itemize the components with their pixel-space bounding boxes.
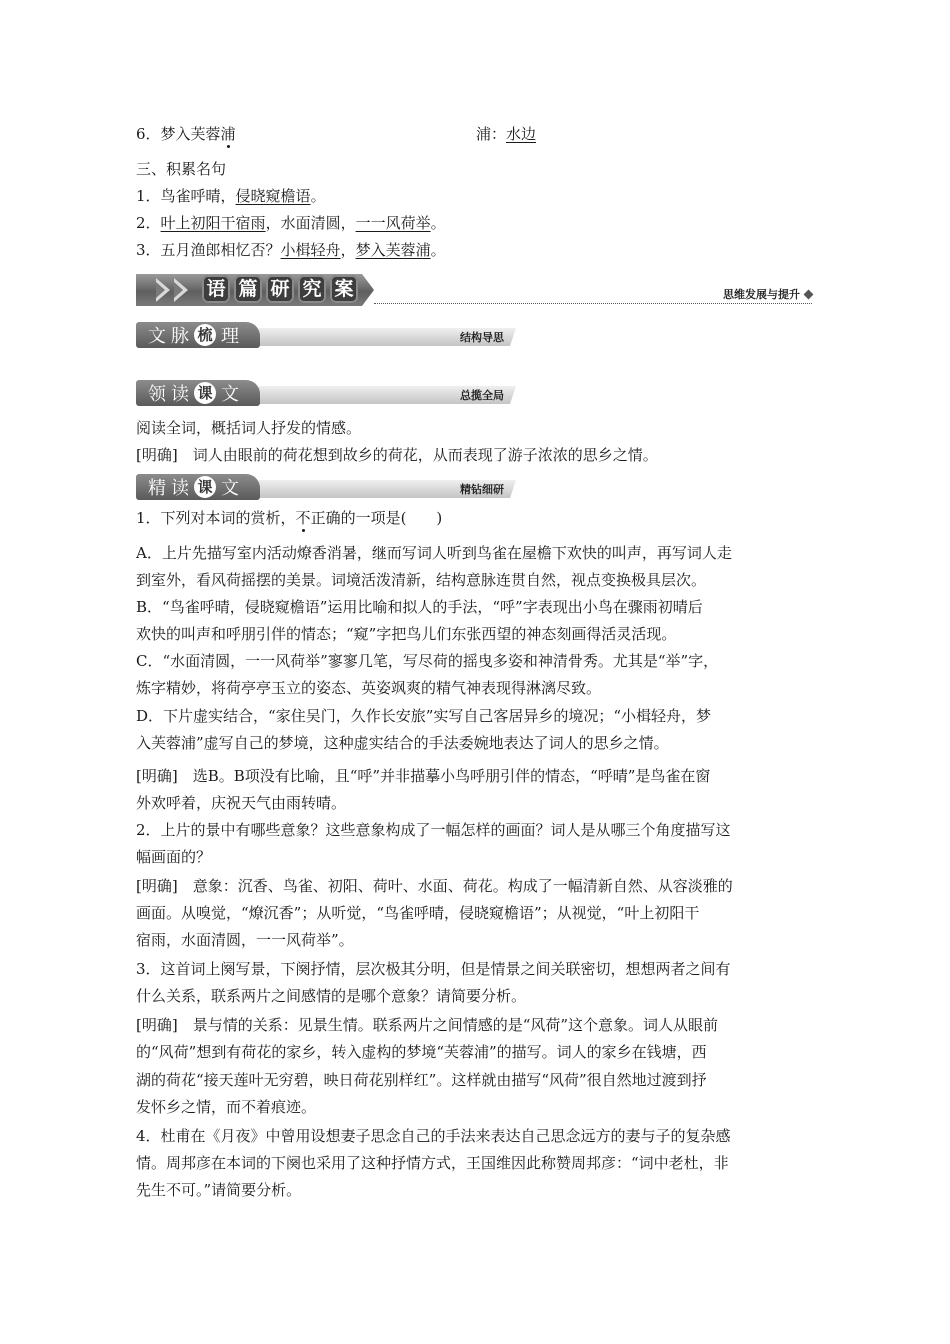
option-d-line: D．下片虚实结合，“家住吴门，久作长安旅”实写自己客居异乡的境况；“小楫轻舟，梦 (136, 707, 712, 725)
subsection-tag: 精钻细研 (460, 483, 504, 496)
quote-2: 2．叶上初阳干宿雨，水面清圆，一一风荷举。 (136, 214, 446, 232)
banner-subtitle: 思维发展与提升 (723, 288, 800, 301)
answer-2-line: 画面。从嗅觉，“燎沉香”；从听觉，“鸟雀呼晴，侵晓窥檐语”；从视觉，“叶上初阳干 (136, 904, 700, 922)
question-3-line: 3．这首词上阕写景，下阕抒情，层次极其分明，但是情景之间关联密切，想想两者之间有 (136, 960, 731, 978)
subsection-header-structure (136, 322, 516, 348)
subsection-tag: 结构导思 (460, 331, 504, 344)
lead-question: 阅读全词，概括词人抒发的情感。 (136, 419, 362, 437)
answer-3-line: 的“风荷”想到有荷花的家乡，转入虚构的梦境“芙蓉浦”的描写。词人的家乡在钱塘，西 (136, 1043, 707, 1061)
diamond-icon (804, 290, 814, 300)
question-3-line: 什么关系，联系两片之间感情的是哪个意象？请简要分析。 (136, 987, 527, 1005)
question-4-line: 情。周邦彦在本词的下阕也采用了这种抒情方式，王国维因此称赞周邦彦：“词中老杜，非 (136, 1154, 729, 1172)
option-c-line: C．“水面清圆，一一风荷举”寥寥几笔，写尽荷的摇曳多姿和神清骨秀。尤其是“举”字， (136, 652, 719, 670)
subsection-title: 精 读 课 文 (148, 478, 239, 499)
question-1: 1．下列对本词的赏析，不正确的一项是( ) (136, 509, 443, 527)
subsection-header-close (136, 474, 516, 500)
question-2-line: 幅画面的？ (136, 848, 212, 866)
quote-answer: 小楫轻舟 (280, 241, 341, 259)
chevron-right-icon (174, 278, 188, 302)
answer-2-line: [明确] 意象：沉香、鸟雀、初阳、荷叶、水面、荷花。构成了一幅清新自然、从容淡雅的 (136, 877, 733, 895)
banner-divider (374, 303, 812, 304)
subsection-title: 领 读 课 文 (148, 384, 239, 405)
quotes-heading: 三、积累名句 (136, 160, 227, 178)
circled-char: 课 (194, 382, 216, 404)
vocab-item-6: 6．梦入芙蓉浦 (136, 125, 236, 143)
answer-1-line: [明确] 选B。B项没有比喻，且“呼”并非描摹小鸟呼朋引伴的情态，“呼晴”是鸟雀在窗 (136, 767, 711, 785)
quote-answer: 一一风荷举 (355, 214, 431, 232)
chevron-right-icon (156, 278, 170, 302)
option-d-line: 入芙蓉浦”虚写自己的梦境，这种虚实结合的手法委婉地表达了词人的思乡之情。 (136, 734, 669, 752)
subsection-tag: 总揽全局 (460, 389, 504, 402)
vocab-item-6-gloss: 浦：水边 (476, 125, 537, 143)
answer-2-line: 宿雨，水面清圆，一一风荷举”。 (136, 931, 354, 949)
quote-answer: 叶上初阳干宿雨 (160, 214, 266, 232)
option-a-line: A．上片先描写室内活动燎香消暑，继而写词人听到鸟雀在屋檐下欢快的叫声，再写词人走 (136, 544, 732, 562)
lead-answer: [明确] 词人由眼前的荷花想到故乡的荷花，从而表现了游子浓浓的思乡之情。 (136, 446, 658, 464)
subsection-title: 文 脉 梳 理 (148, 326, 239, 347)
emphasis-dot-char: 不 (295, 509, 311, 527)
emphasis-dot-char: 浦 (220, 125, 236, 143)
option-b-line: B．“鸟雀呼晴，侵晓窥檐语”运用比喻和拟人的手法，“呼”字表现出小鸟在骤雨初晴后 (136, 598, 703, 616)
question-4-line: 4．杜甫在《月夜》中曾用设想妻子思念自己的手法来表达自己思念远方的妻与子的复杂感 (136, 1127, 731, 1145)
question-4-line: 先生不可。”请简要分析。 (136, 1181, 302, 1199)
quote-3: 3．五月渔郎相忆否？小楫轻舟，梦入芙蓉浦。 (136, 241, 446, 259)
question-2-line: 2．上片的景中有哪些意象？这些意象构成了一幅怎样的画面？词人是从哪三个角度描写这 (136, 821, 731, 839)
quote-1: 1．鸟雀呼晴，侵晓窥檐语。 (136, 187, 326, 205)
answer-3-line: [明确] 景与情的关系：见景生情。联系两片之间情感的是“风荷”这个意象。词人从眼前 (136, 1016, 719, 1034)
subsection-header-lead (136, 380, 516, 406)
section-banner (136, 274, 812, 308)
option-c-line: 炼字精妙，将荷亭亭玉立的姿态、英姿飒爽的精气神表现得淋漓尽致。 (136, 679, 602, 697)
option-b-line: 欢快的叫声和呼朋引伴的情态；“窥”字把鸟儿们东张西望的神态刻画得活灵活现。 (136, 625, 677, 643)
answer-1-line: 外欢呼着，庆祝天气由雨转晴。 (136, 794, 347, 812)
answer-3-line: 发怀乡之情，而不着痕迹。 (136, 1098, 317, 1116)
quote-answer: 侵晓窥檐语 (235, 187, 311, 205)
answer-3-line: 湖的荷花“接天莲叶无穷碧，映日荷花别样红”。这样就由描写“风荷”很自然地过渡到抒 (136, 1071, 707, 1089)
banner-title: 语 篇 研 究 案 (202, 275, 358, 303)
quote-answer: 梦入芙蓉浦 (355, 241, 431, 259)
option-a-line: 到室外，看风荷摇摆的美景。词境活泼清新，结构意脉连贯自然，视点变换极具层次。 (136, 571, 707, 589)
circled-char: 课 (194, 476, 216, 498)
gloss-answer: 水边 (506, 125, 537, 143)
circled-char: 梳 (194, 324, 216, 346)
